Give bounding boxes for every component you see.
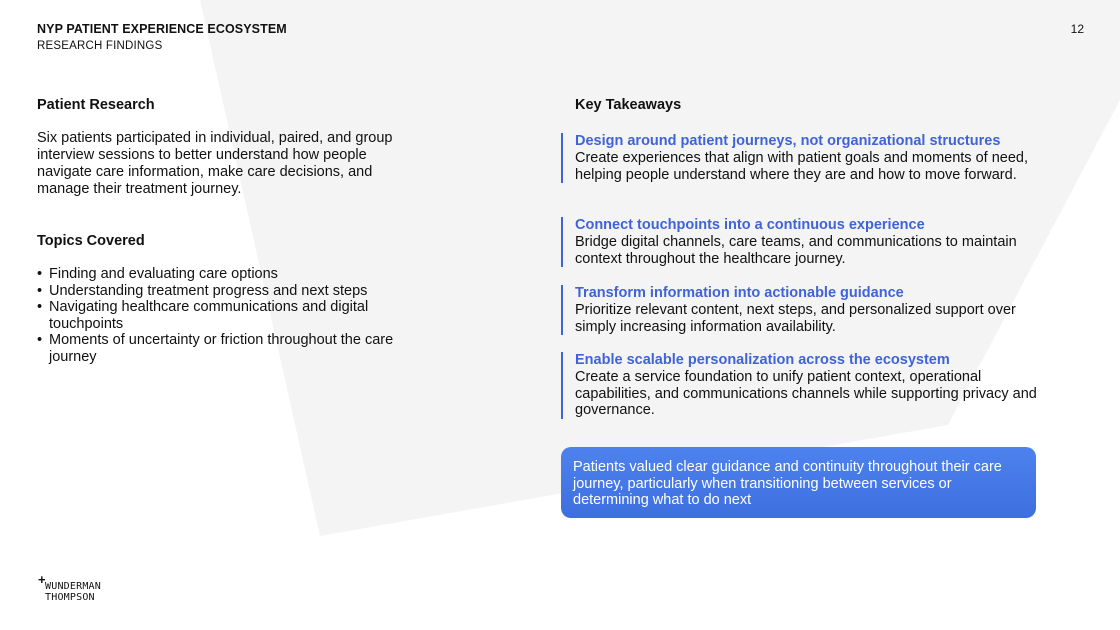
list-item bbox=[37, 266, 417, 283]
key-insight-callout bbox=[561, 447, 1036, 518]
patient-research-body: Six patients participated in individual, paired, and group interview sessions to better understand how people navigate care information, make care decisions, and manage their treatment journey. bbox=[37, 130, 393, 197]
takeaway-title: Enable scalable personalization across the ecosystem bbox=[575, 352, 950, 368]
list-item-text: Finding and evaluating care options bbox=[49, 266, 278, 282]
takeaway-body: Bridge digital channels, care teams, and communications to maintain context throughout the healthcare journey. bbox=[575, 233, 1017, 267]
callout-text: Patients valued clear guidance and continuity throughout their care journey, particularly when transitioning between services or determining what to do next bbox=[573, 459, 1002, 509]
takeaway-title: Connect touchpoints into a continuous experience bbox=[575, 217, 925, 233]
takeaway-body: Create experiences that align with patient goals and moments of need, helping people understand where they are and how to move forward. bbox=[575, 149, 1028, 183]
bullet-icon: • bbox=[37, 299, 43, 316]
accent-bar bbox=[561, 285, 563, 335]
list-item-text: Navigating healthcare communications and digital touchpoints bbox=[49, 299, 369, 332]
logo-line-2: THOMPSON bbox=[45, 592, 95, 603]
accent-bar bbox=[561, 352, 563, 419]
key-takeaways-heading: Key Takeaways bbox=[575, 97, 682, 113]
takeaway-item bbox=[575, 217, 1055, 267]
logo-line-1: WUNDERMAN bbox=[45, 581, 101, 592]
takeaway-body: Create a service foundation to unify patient context, operational capabilities, and communications channels while supporting privacy and governance. bbox=[575, 368, 1037, 419]
page-header-title: NYP PATIENT EXPERIENCE ECOSYSTEM bbox=[37, 22, 287, 36]
topics-list bbox=[37, 266, 417, 366]
patient-research-heading: Patient Research bbox=[37, 97, 155, 113]
left-column bbox=[37, 97, 417, 366]
takeaway-item bbox=[575, 352, 1055, 419]
bullet-icon: • bbox=[37, 282, 43, 299]
plus-icon: + bbox=[38, 572, 46, 587]
list-item-text: Understanding treatment progress and next steps bbox=[49, 282, 368, 299]
page-number: 12 bbox=[1070, 22, 1084, 36]
list-item bbox=[37, 332, 417, 365]
topics-covered-heading: Topics Covered bbox=[37, 233, 145, 249]
page-header-subtitle: RESEARCH FINDINGS bbox=[37, 40, 163, 52]
bullet-icon: • bbox=[37, 266, 43, 282]
takeaway-item bbox=[575, 285, 1055, 335]
right-column bbox=[575, 97, 1055, 114]
list-item bbox=[37, 283, 417, 300]
accent-bar bbox=[561, 133, 563, 183]
accent-bar bbox=[561, 217, 563, 267]
list-item bbox=[37, 299, 417, 332]
list-item-text: Moments of uncertainty or friction throughout the care journey bbox=[49, 332, 394, 365]
takeaway-title: Transform information into actionable guidance bbox=[575, 285, 904, 301]
takeaway-item bbox=[575, 133, 1055, 183]
takeaway-body: Prioritize relevant content, next steps, and personalized support over simply increasing information availability. bbox=[575, 301, 1016, 335]
bullet-icon: • bbox=[37, 332, 43, 349]
company-logo bbox=[38, 572, 128, 607]
takeaway-title: Design around patient journeys, not organizational structures bbox=[575, 133, 1001, 149]
